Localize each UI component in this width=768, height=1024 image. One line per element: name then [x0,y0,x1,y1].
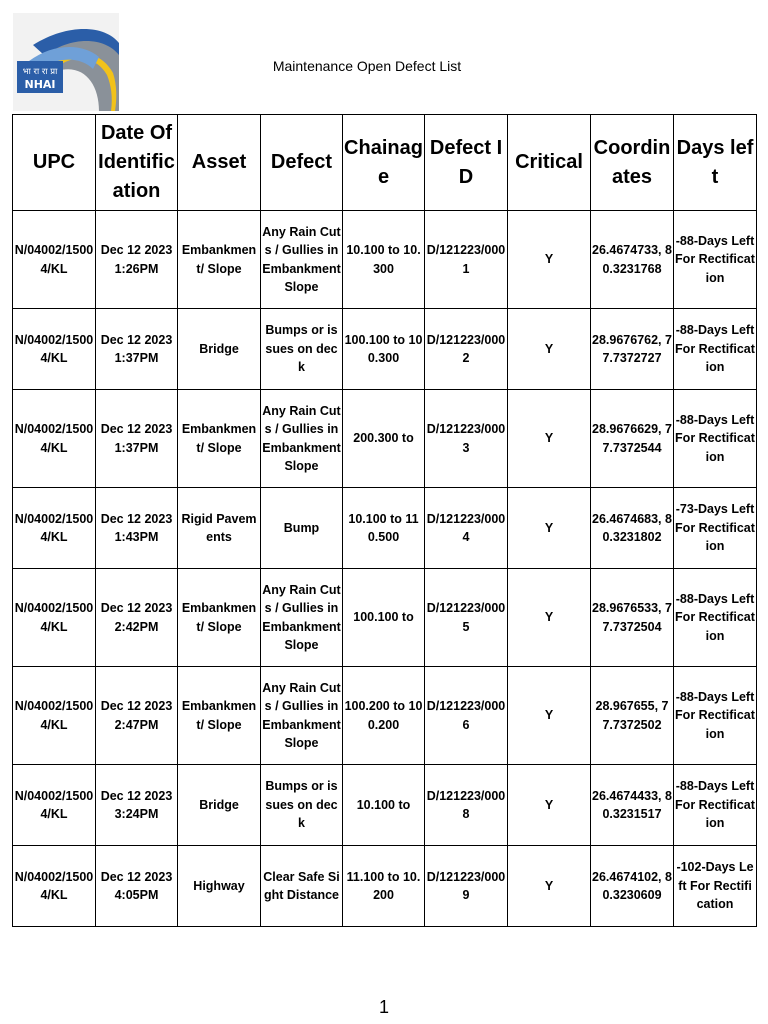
cell-defect: Bump [261,488,343,569]
table-row [13,846,757,927]
cell-defect-id: D/121223/0002 [425,309,508,390]
cell-days-left: -88-Days Left For Rectification [674,390,757,488]
cell-chainage: 100.100 to [343,569,425,667]
cell-chainage: 100.100 to 100.300 [343,309,425,390]
cell-defect-id: D/121223/0001 [425,211,508,309]
cell-date: Dec 12 2023 1:26PM [96,211,178,309]
cell-critical: Y [508,667,591,765]
cell-defect: Bumps or issues on deck [261,765,343,846]
cell-upc: N/04002/15004/KL [13,667,96,765]
cell-coordinates: 28.9676533, 77.7372504 [591,569,674,667]
cell-defect: Clear Safe Sight Distance [261,846,343,927]
cell-defect-id: D/121223/0003 [425,390,508,488]
cell-coordinates: 26.4674733, 80.3231768 [591,211,674,309]
cell-asset: Embankment/ Slope [178,390,261,488]
column-header-coordinates: Coordinates [591,115,674,211]
column-header-asset: Asset [178,115,261,211]
cell-upc: N/04002/15004/KL [13,569,96,667]
defect-table [12,114,757,927]
cell-defect-id: D/121223/0005 [425,569,508,667]
cell-asset: Bridge [178,309,261,390]
cell-defect-id: D/121223/0004 [425,488,508,569]
cell-upc: N/04002/15004/KL [13,211,96,309]
cell-date: Dec 12 2023 1:37PM [96,390,178,488]
cell-critical: Y [508,390,591,488]
cell-critical: Y [508,488,591,569]
cell-days-left: -88-Days Left For Rectification [674,569,757,667]
column-header-critical: Critical [508,115,591,211]
cell-critical: Y [508,846,591,927]
cell-days-left: -102-Days Left For Rectification [674,846,757,927]
cell-days-left: -88-Days Left For Rectification [674,211,757,309]
cell-chainage: 10.100 to [343,765,425,846]
cell-days-left: -88-Days Left For Rectification [674,765,757,846]
table-row [13,667,757,765]
column-header-date: Date Of Identification [96,115,178,211]
cell-coordinates: 26.4674683, 80.3231802 [591,488,674,569]
cell-asset: Embankment/ Slope [178,569,261,667]
cell-defect: Any Rain Cuts / Gullies in Embankment Slope [261,211,343,309]
cell-upc: N/04002/15004/KL [13,390,96,488]
cell-critical: Y [508,211,591,309]
cell-days-left: -88-Days Left For Rectification [674,667,757,765]
cell-defect: Any Rain Cuts / Gullies in Embankment Slope [261,569,343,667]
cell-coordinates: 28.9676629, 77.7372544 [591,390,674,488]
cell-critical: Y [508,765,591,846]
cell-chainage: 11.100 to 10.200 [343,846,425,927]
cell-asset: Rigid Pavements [178,488,261,569]
cell-defect: Any Rain Cuts / Gullies in Embankment Slope [261,667,343,765]
page-title: Maintenance Open Defect List [272,58,462,74]
cell-coordinates: 28.967655, 77.7372502 [591,667,674,765]
cell-date: Dec 12 2023 1:37PM [96,309,178,390]
cell-coordinates: 26.4674433, 80.3231517 [591,765,674,846]
cell-defect: Bumps or issues on deck [261,309,343,390]
column-header-defect: Defect [261,115,343,211]
cell-coordinates: 26.4674102, 80.3230609 [591,846,674,927]
cell-upc: N/04002/15004/KL [13,488,96,569]
cell-upc: N/04002/15004/KL [13,846,96,927]
cell-days-left: -73-Days Left For Rectification [674,488,757,569]
cell-date: Dec 12 2023 4:05PM [96,846,178,927]
page-number: 1 [378,997,389,1017]
cell-upc: N/04002/15004/KL [13,309,96,390]
cell-defect-id: D/121223/0009 [425,846,508,927]
table-header-row [13,115,757,211]
svg-text:भा रा रा प्रा: भा रा रा प्रा [22,67,58,77]
cell-days-left: -88-Days Left For Rectification [674,309,757,390]
column-header-upc: UPC [13,115,96,211]
cell-defect-id: D/121223/0006 [425,667,508,765]
column-header-chainage: Chainage [343,115,425,211]
cell-asset: Highway [178,846,261,927]
table-row [13,390,757,488]
svg-text:NHAI: NHAI [24,78,56,91]
cell-chainage: 200.300 to [343,390,425,488]
cell-chainage: 10.100 to 110.500 [343,488,425,569]
cell-critical: Y [508,309,591,390]
cell-defect: Any Rain Cuts / Gullies in Embankment Slope [261,390,343,488]
cell-chainage: 100.200 to 100.200 [343,667,425,765]
table-row [13,211,757,309]
column-header-days-left: Days left [674,115,757,211]
cell-asset: Embankment/ Slope [178,211,261,309]
cell-chainage: 10.100 to 10.300 [343,211,425,309]
table-row [13,488,757,569]
cell-upc: N/04002/15004/KL [13,765,96,846]
cell-date: Dec 12 2023 1:43PM [96,488,178,569]
table-row [13,309,757,390]
cell-coordinates: 28.9676762, 77.7372727 [591,309,674,390]
cell-date: Dec 12 2023 3:24PM [96,765,178,846]
cell-critical: Y [508,569,591,667]
cell-asset: Bridge [178,765,261,846]
cell-date: Dec 12 2023 2:47PM [96,667,178,765]
column-header-defect-id: Defect ID [425,115,508,211]
table-row [13,765,757,846]
cell-date: Dec 12 2023 2:42PM [96,569,178,667]
cell-defect-id: D/121223/0008 [425,765,508,846]
table-row [13,569,757,667]
cell-asset: Embankment/ Slope [178,667,261,765]
